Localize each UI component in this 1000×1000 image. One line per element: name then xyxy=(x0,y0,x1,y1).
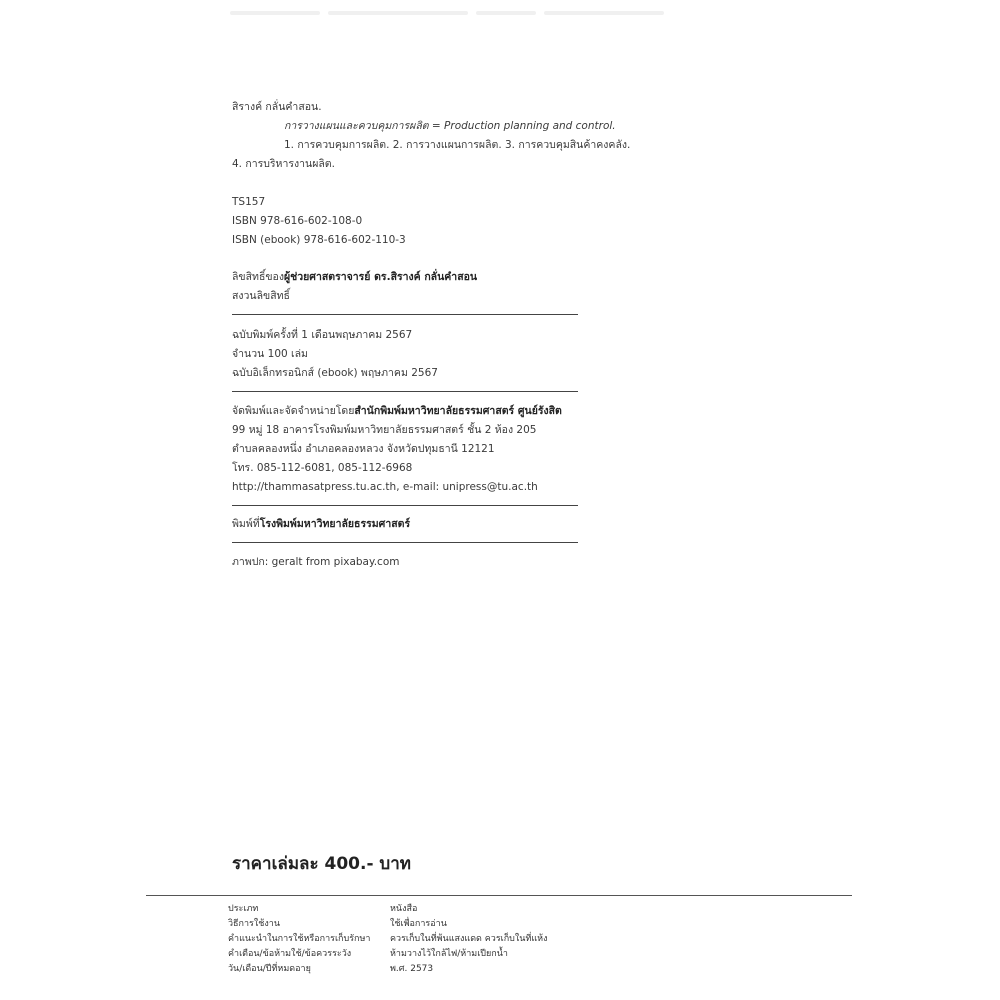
printer-name: โรงพิมพ์มหาวิทยาลัยธรรมศาสตร์ xyxy=(259,518,411,530)
label-row-type xyxy=(228,902,548,917)
label-key: ประเภท xyxy=(228,904,259,914)
label-value: ควรเก็บในที่พ้นแสงแดด ควรเก็บในที่แห้ง xyxy=(390,934,548,944)
label-key: คำเตือน/ข้อห้ามใช้/ข้อควรระวัง xyxy=(228,949,352,959)
publisher-web: http://thammasatpress.tu.ac.th, e-mail: unipress@tu.ac.th xyxy=(232,481,538,493)
divider xyxy=(232,314,578,315)
divider xyxy=(232,391,578,392)
author-line: สิรางค์ กลั่นคำสอน. xyxy=(232,101,322,113)
publisher-name: สำนักพิมพ์มหาวิทยาลัยธรรมศาสตร์ ศูนย์รังสิต xyxy=(354,405,562,417)
copyright-holder: ผู้ช่วยศาสตราจารย์ ดร.สิรางค์ กลั่นคำสอน xyxy=(283,271,478,283)
product-label-table xyxy=(228,902,548,977)
catalog-record xyxy=(232,98,630,174)
rights-reserved: สงวนลิขสิทธิ์ xyxy=(232,290,290,302)
label-value: ห้ามวางไว้ใกล้ไฟ/ห้ามเปียกน้ำ xyxy=(390,949,508,959)
label-row-expiry xyxy=(228,962,548,977)
label-row-warning xyxy=(228,947,548,962)
label-value: พ.ศ. 2573 xyxy=(390,964,434,974)
isbn: ISBN 978-616-602-108-0 xyxy=(232,215,363,227)
subjects-line-2: 4. การบริหารงานผลิต. xyxy=(232,158,335,170)
first-print: ฉบับพิมพ์ครั้งที่ 1 เดือนพฤษภาคม 2567 xyxy=(232,329,413,341)
printer-line xyxy=(232,515,410,534)
edition-block xyxy=(232,326,438,383)
divider xyxy=(232,542,578,543)
publisher-phone: โทร. 085-112-6081, 085-112-6968 xyxy=(232,462,413,474)
label-key: วิธีการใช้งาน xyxy=(228,919,280,929)
label-value: หนังสือ xyxy=(390,904,418,914)
publisher-line xyxy=(232,402,562,421)
price: ราคาเล่มละ 400.- บาท xyxy=(232,854,411,874)
publisher-address-1: 99 หมู่ 18 อาคารโรงพิมพ์มหาวิทยาลัยธรรมศาสตร์ ชั้น 2 ห้อง 205 xyxy=(232,424,537,436)
label-key: คำแนะนำในการใช้หรือการเก็บรักษา xyxy=(228,934,371,944)
subjects-line-1: 1. การควบคุมการผลิต. 2. การวางแผนการผลิต. 3. การควบคุมสินค้าคงคลัง. xyxy=(284,139,631,151)
label-value: ใช้เพื่อการอ่าน xyxy=(390,919,447,929)
label-row-storage xyxy=(228,932,548,947)
bleed-through-text xyxy=(230,0,700,22)
identifiers xyxy=(232,193,406,250)
label-key: วัน/เดือน/ปีที่หมดอายุ xyxy=(228,964,311,974)
copyright-block xyxy=(232,268,477,306)
cover-credit: ภาพปก: geralt from pixabay.com xyxy=(232,556,400,568)
isbn-ebook: ISBN (ebook) 978-616-602-110-3 xyxy=(232,234,406,246)
copyright-line xyxy=(232,268,477,287)
label-divider xyxy=(146,895,852,896)
copies: จำนวน 100 เล่ม xyxy=(232,348,308,360)
printer-block xyxy=(232,515,410,534)
call-number: TS157 xyxy=(232,196,266,208)
divider xyxy=(232,505,578,506)
publisher-prefix: จัดพิมพ์และจัดจำหน่ายโดย xyxy=(232,405,355,417)
title-line: การวางแผนและควบคุมการผลิต = Production planning and control. xyxy=(284,120,616,132)
label-row-usage xyxy=(228,917,548,932)
publisher-address-2: ตำบลคลองหนึ่ง อำเภอคลองหลวง จังหวัดปทุมธานี 12121 xyxy=(232,443,495,455)
copyright-prefix: ลิขสิทธิ์ของ xyxy=(232,271,284,283)
ebook-edition: ฉบับอิเล็กทรอนิกส์ (ebook) พฤษภาคม 2567 xyxy=(232,367,438,379)
publisher-block xyxy=(232,402,562,497)
printer-prefix: พิมพ์ที่ xyxy=(232,518,260,530)
